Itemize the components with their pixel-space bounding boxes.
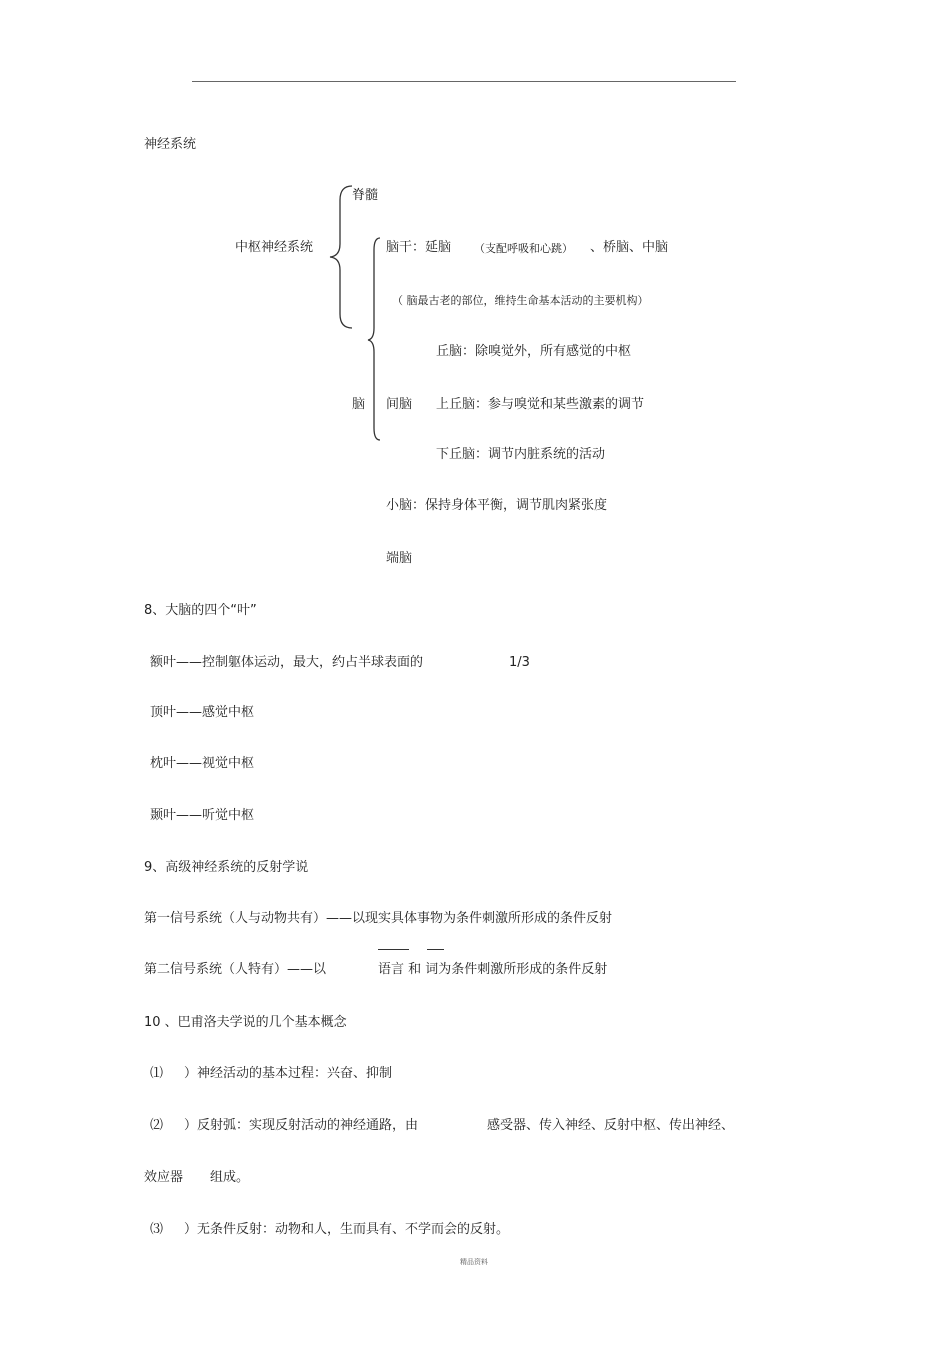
first-signal-system: 第一信号系统（人与动物共有）——以现实具体事物为条件刺激所形成的条件反射 [144, 911, 613, 926]
cerebellum-label: 小脑：保持身体平衡，调节肌肉紧张度 [386, 498, 608, 513]
brace-brain [364, 236, 386, 442]
parietal-lobe: 顶叶——感觉中枢 [150, 705, 255, 720]
item3-number: ⑶ [150, 1222, 164, 1237]
blank-underline-2 [427, 949, 444, 950]
brace-cns [326, 184, 356, 330]
top-rule [192, 81, 736, 82]
item1-number: ⑴ [150, 1066, 164, 1081]
occipital-lobe: 枕叶——视觉中枢 [150, 756, 255, 771]
brain-label: 脑 [352, 397, 366, 412]
s9-heading: 9、高级神经系统的反射学说 [144, 860, 309, 875]
telencephalon-label: 端脑 [386, 551, 413, 566]
spinal-cord-label: 脊髓 [352, 188, 379, 203]
s10-heading: 10 、巴甫洛夫学说的几个基本概念 [144, 1015, 347, 1030]
item2-number: ⑵ [150, 1118, 164, 1133]
s8-heading: 8、大脑的四个“叶” [144, 603, 257, 618]
diencephalon-label: 间脑 [386, 397, 413, 412]
section-title: 神经系统 [144, 137, 197, 152]
hypothalamus-label: 下丘脑：调节内脏系统的活动 [436, 447, 606, 462]
brainstem-label: 脑干：延脑 [386, 240, 452, 255]
item2-components: 感受器、传入神经、反射中枢、传出神经、 [487, 1118, 735, 1133]
brainstem-desc: （ 脑最古老的部位，维持生命基本活动的主要机构） [392, 294, 649, 307]
footer-label: 精品资料 [460, 1258, 488, 1266]
item2-end: 组成。 [210, 1170, 250, 1185]
brainstem-rest: 、桥脑、中脑 [590, 240, 669, 255]
epithalamus-label: 上丘脑：参与嗅觉和某些激素的调节 [436, 397, 645, 412]
temporal-lobe: 颞叶——听觉中枢 [150, 808, 255, 823]
item2-effector: 效应器 [144, 1170, 184, 1185]
item1-text: ）神经活动的基本过程：兴奋、抑制 [184, 1066, 393, 1081]
brainstem-note: （支配呼吸和心跳） [474, 242, 573, 255]
item2-text: ）反射弧：实现反射活动的神经通路，由 [184, 1118, 419, 1133]
second-signal-system: 第二信号系统（人特有）——以 [144, 962, 327, 977]
frontal-value: 1/3 [509, 655, 530, 670]
blank-underline-1 [378, 949, 409, 950]
second-signal-rest: 语言 和 词为条件刺激所形成的条件反射 [378, 962, 608, 977]
item3-text: ）无条件反射：动物和人，生而具有、不学而会的反射。 [184, 1222, 510, 1237]
thalamus-label: 丘脑：除嗅觉外，所有感觉的中枢 [436, 344, 632, 359]
cns-label: 中枢神经系统 [235, 240, 314, 255]
frontal-lobe: 额叶——控制躯体运动，最大，约占半球表面的 [150, 655, 424, 670]
